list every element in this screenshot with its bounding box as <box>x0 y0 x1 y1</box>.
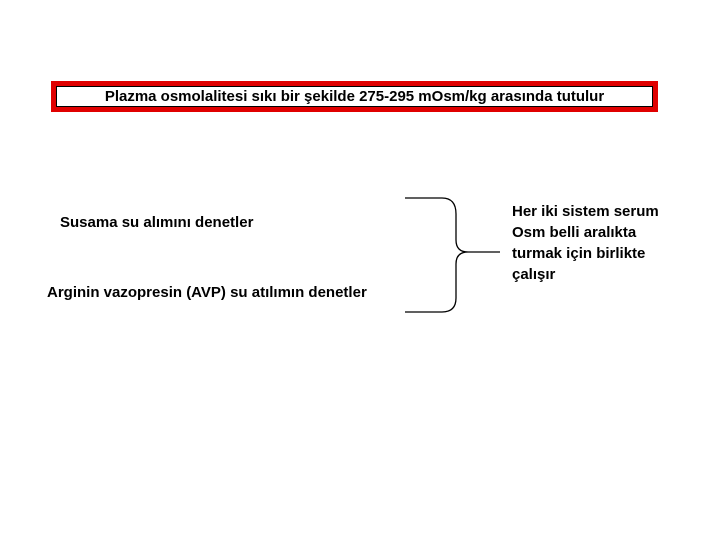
result-line: Osm belli aralıkta <box>512 224 637 241</box>
result-line: turmak için birlikte <box>512 245 646 262</box>
result-statement <box>512 201 659 285</box>
title-box <box>51 81 658 112</box>
result-line: çalışır <box>512 266 556 283</box>
brace-path <box>405 198 500 312</box>
curly-brace-connector <box>400 190 520 320</box>
result-line: Her iki sistem serum <box>512 203 659 220</box>
mechanism-avp: Arginin vazopresin (AVP) su atılımın denetler <box>47 284 367 301</box>
mechanism-thirst: Susama su alımını denetler <box>60 214 254 231</box>
page-title: Plazma osmolalitesi sıkı bir şekilde 275-295 mOsm/kg arasında tutulur <box>56 86 653 107</box>
